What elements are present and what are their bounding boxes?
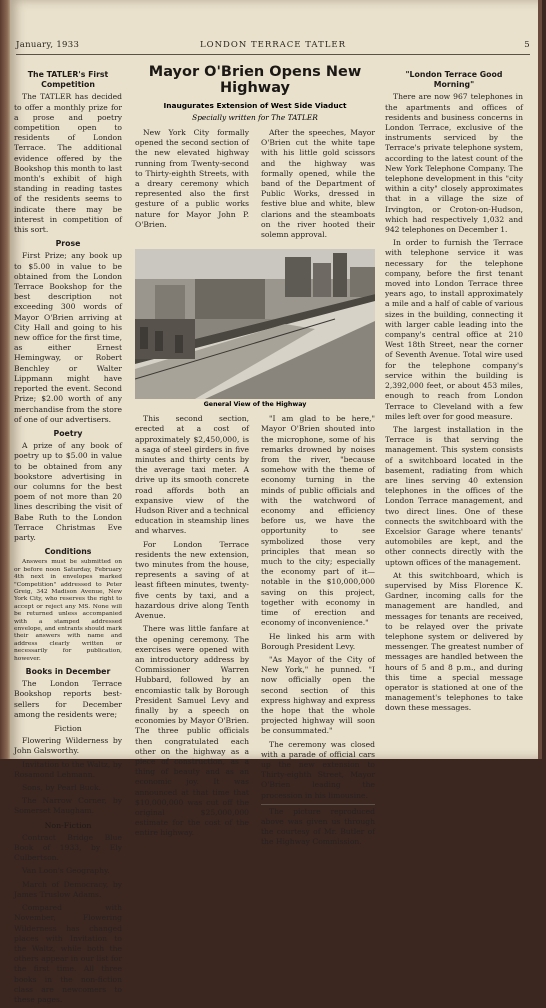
fiction-item: Invitation to the Waltz, by Rosamond Lehmann. xyxy=(14,759,122,779)
telephone-title: "London Terrace Good Morning" xyxy=(405,70,503,90)
highway-article xyxy=(135,64,375,851)
telephone-paragraph: There are now 967 telephones in the apartments and offices of residents and business concerns in London Terrace, exclusive of the instruments serviced by the Terrace's private telephone system, according to the latest count of the New York Telephone Company. The telephone development in this "city within a city" closely approximates that in a village the size of Irvington, or Croton-on-Hudson, which had respectively 1,032 and 942 telephones on December 1. xyxy=(385,92,523,235)
nonfiction-item: Contract Bridge Blue Book of 1933, by Ely Culbertson. xyxy=(14,832,122,863)
telephone-column xyxy=(385,66,523,717)
books-heading: Books in December xyxy=(25,667,111,677)
article-paragraph: This second section, erected at a cost of approximately $2,450,000, is a saga of steel girders in five minutes and thirty cents by the average taxi meter. A drive up its smooth concrete road affords both an expansive view of the Hudson River and a technical education in steamship lines and wharves. xyxy=(135,414,249,536)
fiction-item: Sons, by Pearl Buck. xyxy=(22,783,101,793)
books-intro: The London Terrace Bookshop reports best-sellers for December among the residents were; xyxy=(14,679,122,719)
article-deck: Inaugurates Extension of West Side Viaduct xyxy=(163,101,347,110)
magazine-page xyxy=(10,0,542,1004)
competition-title: The TATLER's First Competition xyxy=(27,70,109,90)
photo-credit: The picture reproduced above was given us through the courtesy of Mr. Butler of the Highway Commission. xyxy=(261,804,375,848)
photo-caption: General View of the Highway xyxy=(203,401,307,409)
article-bottom-columns xyxy=(135,414,375,850)
competition-intro: The TATLER has decided to offer a monthly prize for a prose and poetry competition open to residents of London Terrace. The additional evidence offered by the Bookshop this month to last month's exhibit of high standing in reading tastes of the residents seems to indicate there may be interest in competition of this sort. xyxy=(14,92,122,235)
article-paragraph: "I am glad to be here," Mayor O'Brien shouted into the microphone, some of his remarks drowned by noises from the river, "because somehow with the theme of economy turning in the minds of public officials and with the watchword of economy and efficiency before us, we have the opportunity to see symbolized those very principles that mean so much to the city; especially the economy part of it—notable in the $10,000,000 saving on this project, together with economy in time of erection and economy of inconvenience." xyxy=(261,414,375,628)
poetry-text: A prize of any book of poetry up to $5.00 in value to be obtained from any bookstore advertising in our columns for the best poem of not more than 20 lines describing the visit of Babe Ruth to the London Terrace Christmas Eve party. xyxy=(14,441,122,542)
prose-heading: Prose xyxy=(55,239,81,249)
article-paragraph: The ceremony was closed with a parade of official cars up the new extension to Thirty-eighth Street, Mayor O'Brien leading the procession in his limousine. xyxy=(261,739,375,800)
fiction-item: The Narrow Corner, by Somerset Maugham. xyxy=(14,796,122,816)
page-edge xyxy=(538,0,542,759)
article-paragraph: New York City formally opened the second section of the new elevated highway running from Twenty-second to Thirty-eighth Streets, with a dreary ceremony which represented also the first gesture of a public works nature for Mayor John P. O'Brien. xyxy=(135,128,249,229)
article-paragraph: For London Terrace residents the new extension, two minutes from the house, represents a saving of at least fifteen minutes, twenty-five cents by taxi, and a hazardous drive along Tenth Avenue. xyxy=(135,539,249,621)
running-header xyxy=(16,40,530,52)
article-paragraph: "As Mayor of the City of New York," he punned. "I now officially open the second section of this express highway and express the hope that the whole projected highway will soon be consummated." xyxy=(261,654,375,736)
telephone-paragraph: The largest installation in the Terrace is that serving the management. This system consists of a switchboard located in the basement, radiating from which are lines serving 40 extension telephones in the offices of the London Terrace management, and two direct lines. One of these connects the switchboard with the Excelsior Garage where tenants' automobiles are kept, and the other connects directly with the uptown offices of the management. xyxy=(385,424,523,567)
conditions-text: Answers must be submitted on or before noon Saturday, February 4th next in envelopes marked "Competition" addressed to Peter Greig, 342 Madison Avenue, New York City, who reserves the right to accept or reject any MS. None will be returned unless accompanied with a stamped addressed envelope, and entrants should mark their answers with name and address clearly written or necessarily for publication, however. xyxy=(14,559,122,662)
nonfiction-heading: Non-Fiction xyxy=(44,820,92,830)
article-headline: Mayor O'Brien Opens New Highway xyxy=(148,64,362,96)
prose-text: First Prize; any book up to $5.00 in value to be obtained from the London Terrace Bookshop for the best description not exceeding 300 words of Mayor O'Brien arriving at City Hall and going to his new office for the first time, as either Ernest Hemingway, or Robert Benchley or Walter Lippmann might have reported the event. Second Prize; $2.00 worth of any merchandise from the store of one of our advertisers. xyxy=(14,251,122,424)
page-number: 5 xyxy=(524,40,530,50)
telephone-paragraph: In order to furnish the Terrace with telephone service it was necessary for the telephone company, before the first tenant moved into London Terrace three years ago, to install approximately a mile and a half of cable of various sizes in the building, connecting it with larger cable leading into the company's central office at 210 West 18th Street, near the corner of Seventh Avenue. Total wire used for the telephone company's service within the building is 2,392,000 feet, or about 453 miles, enough to reach from London Terrace to Cleveland with a few miles left over for good measure. xyxy=(385,238,523,421)
conditions-heading: Conditions xyxy=(44,547,92,557)
nonfiction-item: Van Loon's Geography. xyxy=(22,866,110,876)
article-byline: Specially written for The TATLER xyxy=(192,113,318,122)
competition-column xyxy=(14,66,122,1008)
telephone-paragraph: At this switchboard, which is supervised by Miss Florence K. Gardner, incoming calls for the management are handled, and messages for tenants are received, to be relayed over the private telephone system or delivered by messenger. The greatest number of messages are handled between the hours of 5 and 8 p.m., and during this time a special message operator is stationed at one of the management's telephones to take down these messages. xyxy=(385,570,523,713)
highway-photo xyxy=(135,249,375,399)
article-paragraph: There was little fanfare at the opening ceremony. The exercises were opened with an introductory address by Commissioner Warren Hubbard, followed by an encomiastic talk by Borough President Samuel Levy and finally by a speech on economies by Mayor O'Brien. The three public officials then congratulated each other on the highway as a piece of construction, as a thing of beauty and as an economic joy. It was announced at that time that $10,000,000 was cut off the original $25,000,000 estimate for the cost of the entire highway. xyxy=(135,624,249,838)
nonfiction-item: March of Democracy, by James Truslow Adams. xyxy=(14,879,122,899)
fiction-heading: Fiction xyxy=(54,724,82,734)
issue-date: January, 1933 xyxy=(16,40,80,50)
poetry-heading: Poetry xyxy=(53,428,83,438)
header-rule xyxy=(16,54,530,55)
books-closing: Compared with November, Flowering Wilderness has changed places with Invitation to the Waltz, while both the others appear in our list for the first time. All three books in the non-fiction class are newcomers to these pages. xyxy=(14,903,122,1004)
magazine-title: LONDON TERRACE TATLER xyxy=(200,40,346,50)
article-paragraph: After the speeches, Mayor O'Brien cut the white tape with his little gold scissors and the highway was formally opened, while the band of the Department of Public Works, dressed in festive blue and white, blew clarions and the steamboats on the river hooted their solemn approval. xyxy=(261,128,375,240)
article-top-columns xyxy=(135,128,375,243)
article-paragraph: He linked his arm with Borough President Levy. xyxy=(261,631,375,651)
fiction-item: Flowering Wilderness by John Galsworthy. xyxy=(14,736,122,756)
